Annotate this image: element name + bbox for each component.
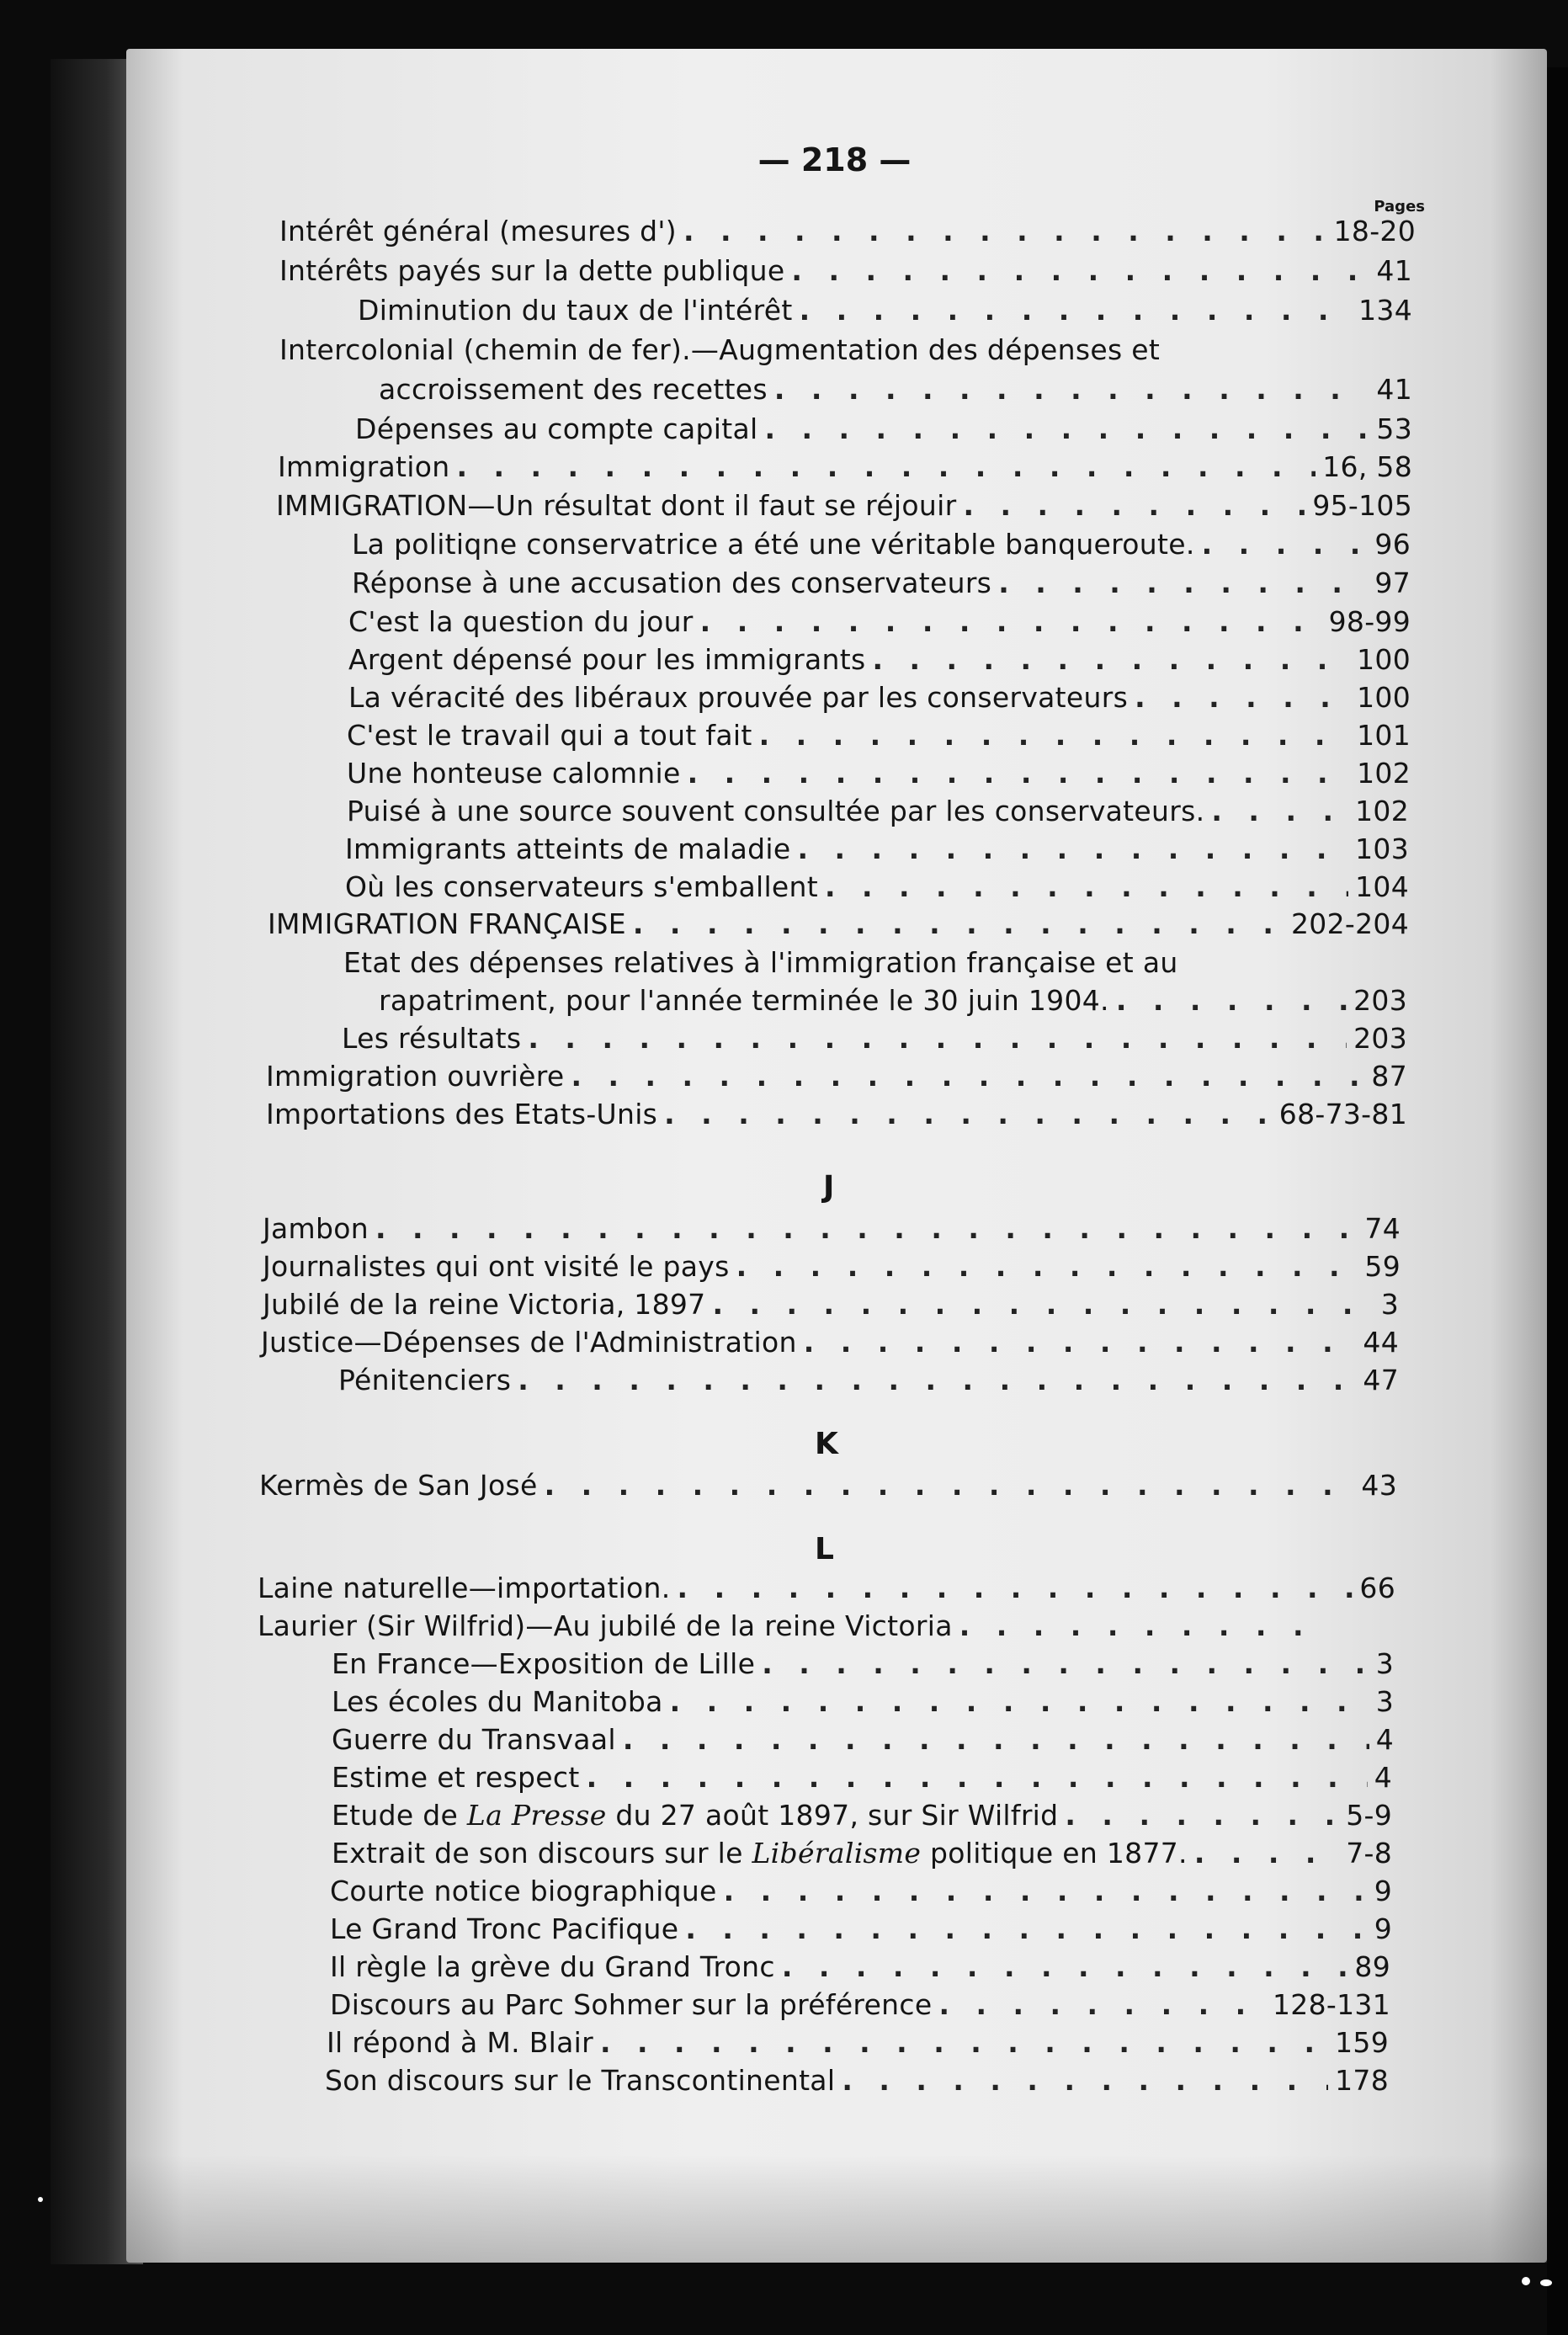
page-number: — 218 —	[757, 141, 912, 178]
index-entry	[332, 1647, 1394, 1686]
entry-text: Immigration ouvrière	[266, 1060, 565, 1093]
entry-text: Intercolonial (chemin de fer).—Augmentation des dépenses et	[279, 333, 1161, 366]
entry-text: Argent dépensé pour les immigrants	[348, 643, 866, 676]
index-entry	[379, 984, 1407, 1023]
index-entry	[352, 528, 1411, 566]
index-entry	[355, 412, 1412, 451]
index-entry	[263, 1250, 1401, 1289]
pages-column-header: Pages	[1374, 198, 1425, 215]
entry-page: 89	[1354, 1950, 1390, 1983]
index-entry	[379, 373, 1412, 412]
index-entry	[263, 1212, 1401, 1251]
index-entry	[259, 1469, 1397, 1508]
entry-text: Intérêts payés sur la dette publique	[279, 254, 785, 287]
entry-page: 98-99	[1328, 605, 1411, 638]
entry-text: rapatriment, pour l'année terminée le 30 juin 1904.	[379, 984, 1109, 1017]
entry-page: 9	[1374, 1875, 1392, 1907]
entry-text: Dépenses au compte capital	[355, 412, 758, 445]
index-entry	[338, 1364, 1399, 1402]
scan-speck	[38, 2197, 43, 2202]
entry-page: 128-131	[1273, 1988, 1390, 2021]
index-entry	[279, 215, 1416, 253]
entry-page: 134	[1358, 294, 1412, 327]
entry-page: 202-204	[1291, 907, 1409, 940]
index-entry	[268, 907, 1409, 946]
entry-text: Laine naturelle—importation.	[258, 1572, 671, 1604]
entry-page: 102	[1355, 795, 1409, 827]
entry-page: 16, 58	[1322, 450, 1412, 483]
index-entry	[261, 1326, 1399, 1364]
entry-text: Intérêt général (mesures d')	[279, 215, 677, 247]
entry-page: 96	[1374, 528, 1411, 561]
index-entry	[278, 450, 1412, 489]
entry-text: Une honteuse calomnie	[347, 757, 681, 790]
entry-page: 159	[1335, 2026, 1389, 2059]
entry-text: Kermès de San José	[259, 1469, 538, 1502]
entry-page: 7-8	[1346, 1837, 1392, 1870]
index-entry	[330, 1912, 1392, 1951]
entry-text: Etat des dépenses relatives à l'immigration française et au	[343, 946, 1178, 979]
index-entry	[348, 681, 1411, 720]
entry-page: 103	[1355, 832, 1409, 865]
index-entry	[332, 1723, 1394, 1762]
entry-page: 203	[1353, 984, 1407, 1017]
entry-page: 101	[1357, 719, 1411, 752]
entry-text: Courte notice biographique	[330, 1875, 717, 1907]
entry-text: IMMIGRATION—Un résultat dont il faut se réjouir	[276, 489, 957, 522]
entry-page: 87	[1371, 1060, 1407, 1093]
entry-text: Pénitenciers	[338, 1364, 512, 1396]
entry-text: Réponse à une accusation des conservateurs	[352, 566, 992, 599]
entry-text: Il règle la grève du Grand Tronc	[330, 1950, 775, 1983]
entry-text: Laurier (Sir Wilfrid)—Au jubilé de la reine Victoria	[258, 1609, 953, 1642]
entry-page: 53	[1376, 412, 1412, 445]
index-entry	[347, 757, 1411, 795]
entry-page: 178	[1335, 2064, 1389, 2097]
entry-text: Journalistes qui ont visité le pays	[263, 1250, 730, 1283]
entry-text: Estime et respect	[332, 1761, 580, 1794]
entry-page: 59	[1364, 1250, 1401, 1283]
index-entry	[342, 1022, 1407, 1061]
index-entry	[266, 1098, 1407, 1136]
entry-text: Il répond à M. Blair	[327, 2026, 593, 2059]
entry-text: Justice—Dépenses de l'Administration	[261, 1326, 797, 1359]
entry-page: 97	[1374, 566, 1411, 599]
index-entry	[332, 1837, 1392, 1875]
index-entry	[348, 605, 1411, 644]
entry-text: Où les conservateurs s'emballent	[345, 870, 818, 903]
entry-page: 18-20	[1333, 215, 1416, 247]
entry-text: Extrait de son discours sur le Libéralisme politique en 1877.	[332, 1837, 1188, 1870]
entry-text: Etude de La Presse du 27 août 1897, sur Sir Wilfrid	[332, 1799, 1059, 1832]
entry-page: 95-105	[1312, 489, 1412, 522]
index-entry	[332, 1799, 1392, 1838]
index-entry	[347, 795, 1409, 833]
section-letter: L	[815, 1532, 834, 1566]
index-entry	[258, 1609, 1316, 1648]
index-entry	[332, 1685, 1394, 1724]
entry-page: 68-73-81	[1278, 1098, 1407, 1130]
entry-text: Son discours sur le Transcontinental	[325, 2064, 836, 2097]
entry-page: 100	[1357, 643, 1411, 676]
index-entry	[327, 2026, 1389, 2065]
section-letter: J	[823, 1170, 835, 1205]
entry-text: Diminution du taux de l'intérêt	[358, 294, 793, 327]
entry-text: C'est le travail qui a tout fait	[347, 719, 752, 752]
index-entry	[258, 1572, 1395, 1610]
entry-page: 74	[1364, 1212, 1401, 1245]
entry-text: Guerre du Transvaal	[332, 1723, 616, 1756]
scan-speck	[1540, 2279, 1552, 2286]
entry-page: 4	[1374, 1761, 1392, 1794]
entry-page: 4	[1375, 1723, 1394, 1756]
index-entry	[279, 333, 1412, 372]
entry-text: Jubilé de la reine Victoria, 1897	[263, 1288, 706, 1321]
scan-speck	[1522, 2277, 1530, 2285]
index-entry	[343, 946, 1409, 985]
index-entry	[348, 643, 1411, 682]
entry-text: La politiqne conservatrice a été une véritable banqueroute.	[352, 528, 1195, 561]
entry-page: 3	[1375, 1685, 1394, 1718]
index-entry	[279, 254, 1412, 293]
entry-page: 66	[1359, 1572, 1395, 1604]
entry-text: Immigration	[278, 450, 450, 483]
entry-page: 9	[1374, 1912, 1392, 1945]
index-entry	[330, 1875, 1392, 1913]
entry-page: 47	[1363, 1364, 1399, 1396]
entry-text: Importations des Etats-Unis	[266, 1098, 658, 1130]
entry-text: accroissement des recettes	[379, 373, 768, 406]
entry-text: La véracité des libéraux prouvée par les conservateurs	[348, 681, 1129, 714]
index-entry	[263, 1288, 1399, 1327]
entry-page: 203	[1353, 1022, 1407, 1055]
entry-text: Immigrants atteints de maladie	[345, 832, 791, 865]
index-entry	[332, 1761, 1392, 1800]
entry-text: Jambon	[263, 1212, 369, 1245]
entry-page: 104	[1355, 870, 1409, 903]
section-letter: K	[815, 1427, 838, 1461]
entry-page: 5-9	[1346, 1799, 1392, 1832]
entry-page: 3	[1375, 1647, 1394, 1680]
index-entry	[266, 1060, 1407, 1098]
index-entry	[352, 566, 1411, 605]
entry-text: Puisé à une source souvent consultée par les conservateurs.	[347, 795, 1205, 827]
entry-page: 102	[1357, 757, 1411, 790]
entry-page: 41	[1376, 254, 1412, 287]
entry-page: 43	[1361, 1469, 1397, 1502]
index-entry	[345, 832, 1409, 871]
entry-text: Discours au Parc Sohmer sur la préférence	[330, 1988, 933, 2021]
entry-page: 41	[1376, 373, 1412, 406]
entry-text: Les résultats	[342, 1022, 522, 1055]
entry-page: 100	[1357, 681, 1411, 714]
entry-text: En France—Exposition de Lille	[332, 1647, 756, 1680]
entry-text: C'est la question du jour	[348, 605, 694, 638]
entry-page: 44	[1363, 1326, 1399, 1359]
index-entry	[276, 489, 1412, 528]
index-entry	[330, 1988, 1390, 2027]
entry-page: 3	[1380, 1288, 1399, 1321]
entry-text: IMMIGRATION FRANÇAISE	[268, 907, 626, 940]
index-entry	[358, 294, 1412, 332]
index-entry	[325, 2064, 1389, 2103]
index-entry	[330, 1950, 1390, 1989]
index-entry	[347, 719, 1411, 758]
entry-text: Le Grand Tronc Pacifique	[330, 1912, 679, 1945]
index-entry	[345, 870, 1409, 909]
entry-text: Les écoles du Manitoba	[332, 1685, 663, 1718]
